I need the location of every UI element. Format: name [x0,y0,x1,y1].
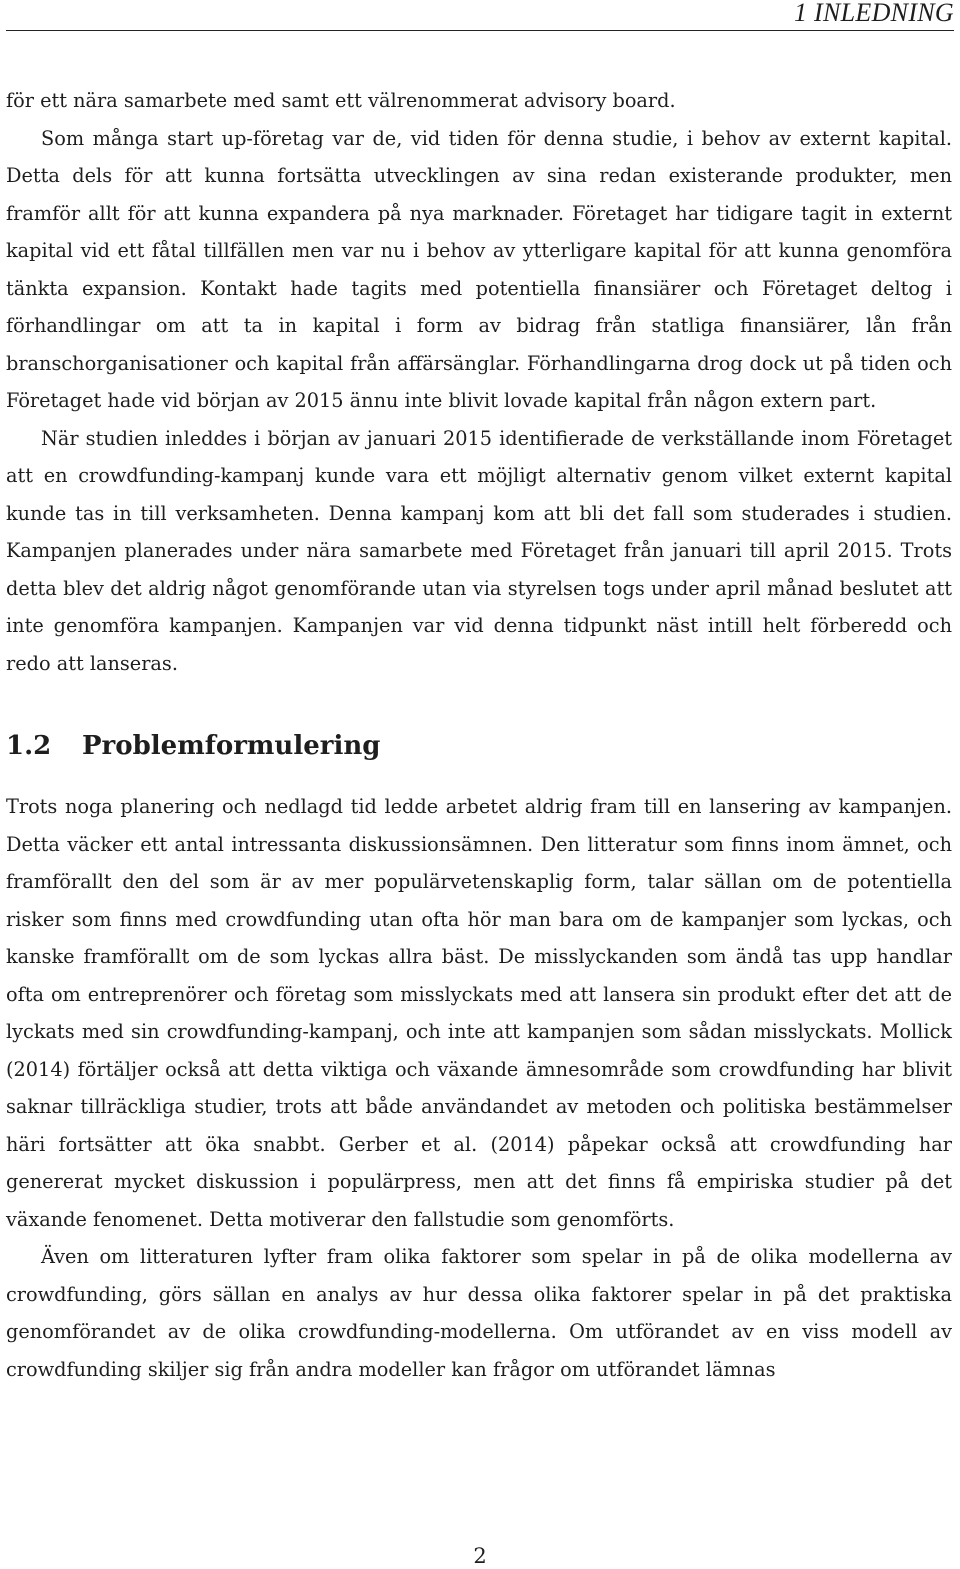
paragraph-continuation: för ett nära samarbete med samt ett välrenommerat advisory board. [6,89,676,112]
section-heading [6,726,952,766]
paragraph-problem: Trots noga planering och nedlagd tid ledde arbetet aldrig fram till en lansering av kampanjen. Detta väcker ett antal intressanta diskussionsämnen. Den litteratur som finns inom ämnet, och framförallt den del som är av mer populärvetenskaplig form, talar sällan om de potentiella risker som finns med crowdfunding utan ofta hör man bara om de kampanjer som lyckas, och kanske framförallt om de som lyckas allra bäst. De misslyckanden som ändå tas upp handlar ofta om entreprenörer och företag som misslyckats med att lansera sin produkt efter det att de lyckats med sin crowdfunding-kampanj, och inte att kampanjen som sådan misslyckats. Mollick (2014) förtäljer också att detta viktiga och växande ämnesområde som crowdfunding har blivit saknar tillräckliga studier, trots att både användandet av metoden och politiska bestämmelser häri fortsätter att öka snabbt. Gerber et al. (2014) påpekar också att crowdfunding har genererat mycket diskussion i populärpress, men att det finns få empiriska studier på det växande fenomenet. Detta motiverar den fallstudie som genomförts. [6,795,952,1231]
running-header [6,0,954,31]
page-body [6,82,952,1388]
running-title: 1 INLEDNING [793,0,954,27]
paragraph-study-start: När studien inleddes i början av januari 2015 identifierade de verkställande inom Företaget att en crowdfunding-kampanj kunde vara ett möjligt alternativ genom vilket externt kapital kunde tas in till verksamheten. Denna kampanj kom att bli det fall som studerades i studien. Kampanjen planerades under nära samarbete med Företaget från januari till april 2015. Trots detta blev det aldrig något genomförande utan via styrelsen togs under april månad beslutet att inte genomföra kampanjen. Kampanjen var vid denna tidpunkt näst intill helt förberedd och redo att lanseras. [6,426,952,675]
section-title: Problemformulering [82,731,381,761]
page-number: 2 [473,1544,487,1568]
paragraph-models: Även om litteraturen lyfter fram olika faktorer som spelar in på de olika modellerna av crowdfunding, görs sällan en analys av hur dessa olika faktorer spelar in på det praktiska genomförandet av de olika crowdfunding-modellerna. Om utförandet av en viss modell av crowdfunding skiljer sig från andra modeller kan frågor om utförandet lämnas [6,1245,952,1381]
paragraph-background: Som många start up-företag var de, vid tiden för denna studie, i behov av externt kapital. Detta dels för att kunna fortsätta utvecklingen av sina redan existerande produkter, men framför allt för att kunna expandera på nya marknader. Företaget har tidigare tagit in externt kapital vid ett fåtal tillfällen men var nu i behov av ytterligare kapital för att kunna genomföra tänkta expansion. Kontakt hade tagits med potentiella finansiärer och Företaget deltog i förhandlingar om att ta in kapital i form av bidrag från statliga finansiärer, lån från branschorganisationer och kapital från affärsänglar. Förhandlingarna drog dock ut på tiden och Företaget hade vid början av 2015 ännu inte blivit lovade kapital från någon extern part. [6,126,952,412]
section-number: 1.2 [6,731,52,761]
